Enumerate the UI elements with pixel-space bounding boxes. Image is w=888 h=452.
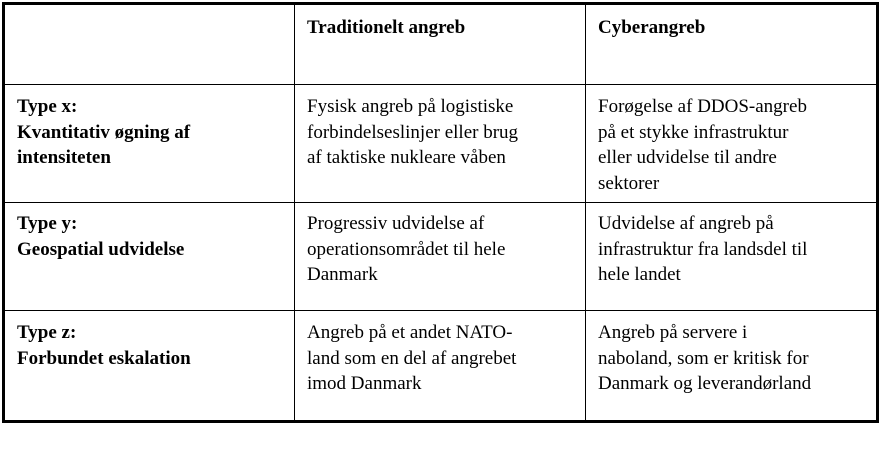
header-row — [4, 4, 878, 85]
cell-line: hele landet — [598, 264, 681, 285]
cell-line: naboland, som er kritisk for — [598, 347, 809, 369]
cell-line: imod Danmark — [307, 373, 422, 394]
cell-line: eller udvidelse til andre — [598, 147, 777, 168]
table-row — [4, 203, 878, 311]
cell-line: Angreb på et andet NATO- — [307, 322, 513, 343]
row-type: Type y: — [17, 213, 78, 234]
row-label-line: Kvantitativ øgning af — [17, 121, 191, 143]
table-row — [4, 85, 878, 203]
cyber-cell — [586, 85, 878, 203]
traditional-cell — [295, 85, 586, 203]
cell-line: Progressiv udvidelse af — [307, 213, 485, 234]
cell-line: forbindelseslinjer eller brug — [307, 121, 519, 143]
row-label-line: Forbundet eskalation — [17, 347, 191, 369]
header-empty-cell — [4, 4, 295, 85]
row-label-cell — [4, 311, 295, 422]
cell-line: på et stykke infrastruktur — [598, 121, 789, 143]
traditional-cell — [295, 311, 586, 422]
traditional-cell — [295, 203, 586, 311]
row-type: Type x: — [17, 96, 78, 117]
row-label-cell — [4, 203, 295, 311]
header-traditional: Traditionelt angreb — [295, 4, 586, 85]
cell-line: land som en del af angrebet — [307, 347, 517, 369]
row-label-cell — [4, 85, 295, 203]
cell-line: infrastruktur fra landsdel til — [598, 238, 808, 260]
table-row — [4, 311, 878, 422]
row-label-line: Geospatial udvidelse — [17, 238, 185, 260]
cell-line: Forøgelse af DDOS-angreb — [598, 96, 807, 117]
cell-line: Danmark og leverandørland — [598, 373, 812, 394]
cell-line: sektorer — [598, 172, 660, 194]
cyber-cell — [586, 203, 878, 311]
header-cyber: Cyberangreb — [586, 4, 878, 85]
row-type: Type z: — [17, 322, 77, 343]
escalation-table — [2, 2, 879, 423]
cell-line: Fysisk angreb på logistiske — [307, 96, 514, 117]
cell-line: Danmark — [307, 264, 378, 285]
cyber-cell — [586, 311, 878, 422]
cell-line: af taktiske nukleare våben — [307, 147, 506, 168]
cell-line: Udvidelse af angreb på — [598, 213, 774, 234]
cell-line: operationsområdet til hele — [307, 238, 506, 260]
cell-line: Angreb på servere i — [598, 322, 748, 343]
row-label-line: intensiteten — [17, 147, 111, 168]
